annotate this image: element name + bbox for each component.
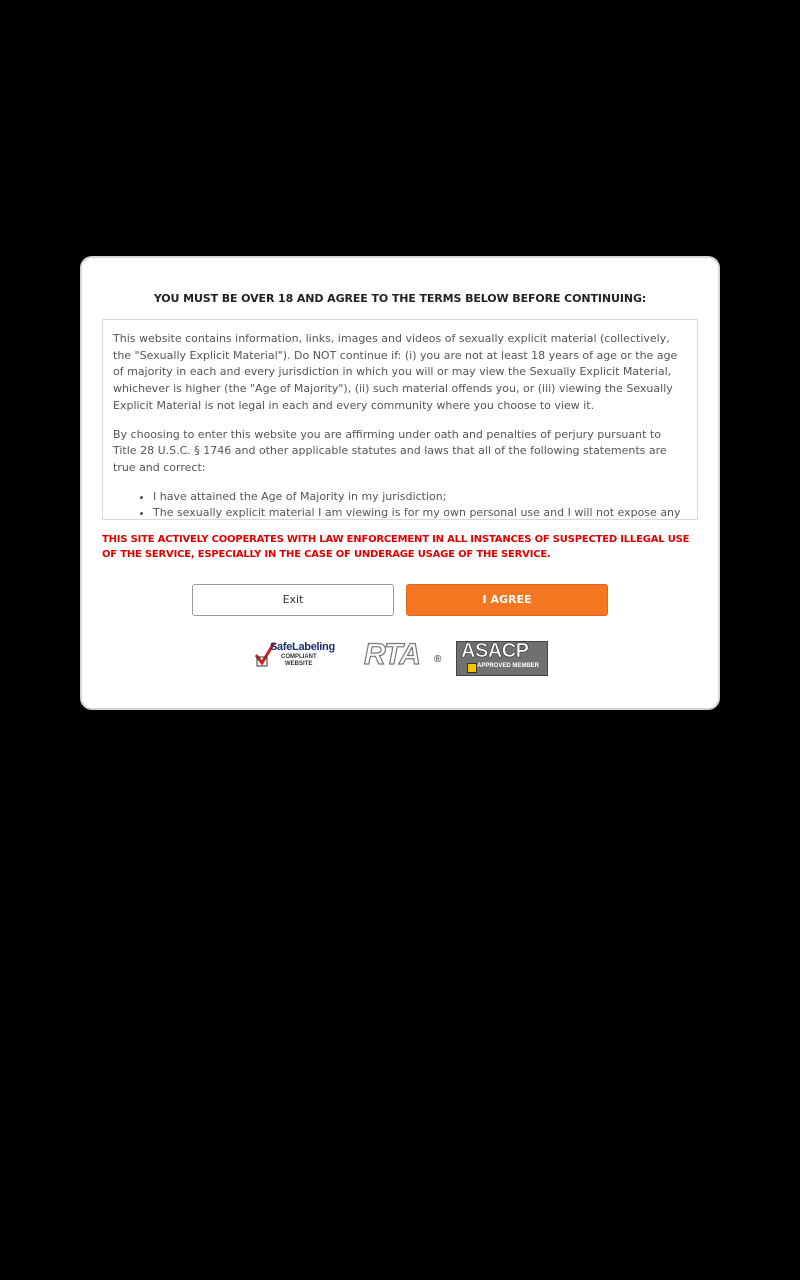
terms-list-item: • I have attained the Age of Majority in my jurisdiction; xyxy=(153,489,687,506)
age-verification-modal xyxy=(80,256,720,710)
modal-title: YOU MUST BE OVER 18 AND AGREE TO THE TERMS BELOW BEFORE CONTINUING: xyxy=(153,292,647,305)
registered-icon: ® xyxy=(434,654,442,665)
rta-title: RTA xyxy=(364,638,420,671)
terms-scroll-box[interactable] xyxy=(102,319,698,520)
safelabeling-sub1: COMPLIANT xyxy=(281,654,317,660)
law-enforcement-warning: THIS SITE ACTIVELY COOPERATES WITH LAW ENFORCEMENT IN ALL INSTANCES OF SUSPECTED ILLEGAL USE OF THE SERVICE, ESPECIALLY IN THE CASE OF UNDERAGE USAGE OF THE SERVICE. xyxy=(102,534,690,560)
terms-paragraph: By choosing to enter this website you are affirming under oath and penalties of perjury pursuant to Title 28 U.S.C. § 1746 and other applicable statutes and laws that all of the following statements are true and correct: xyxy=(113,427,667,474)
asacp-title: ASACP xyxy=(461,640,529,662)
exit-button[interactable]: Exit xyxy=(192,584,394,616)
asacp-logo xyxy=(456,641,548,676)
checkbox-icon xyxy=(467,663,477,673)
terms-list-item: • The sexually explicit material I am viewing is for my own personal use and I will not expose any xyxy=(153,505,687,520)
safelabeling-title: SafeLabeling xyxy=(270,641,335,653)
agree-button[interactable]: I AGREE xyxy=(406,584,608,616)
asacp-sub: APPROVED MEMBER xyxy=(477,663,540,669)
compliance-logos xyxy=(82,638,718,678)
safelabeling-sub2: WEBSITE xyxy=(285,661,313,667)
rta-logo xyxy=(362,638,446,672)
safelabeling-logo xyxy=(254,641,346,671)
terms-paragraph: This website contains information, links, images and videos of sexually explicit material (collectively, the "Sexually Explicit Material"). Do NOT continue if: (i) you are not at least 18 years of age or the age of majority in each and every jurisdiction in which you will or may view the Sexually Explicit Material, whichever is higher (the "Age of Majority"), (ii) such material offends you, or (iii) viewing the Sexually Explicit Material is not legal in each and every community where you choose to view it. xyxy=(113,332,678,412)
terms-list xyxy=(113,489,687,520)
